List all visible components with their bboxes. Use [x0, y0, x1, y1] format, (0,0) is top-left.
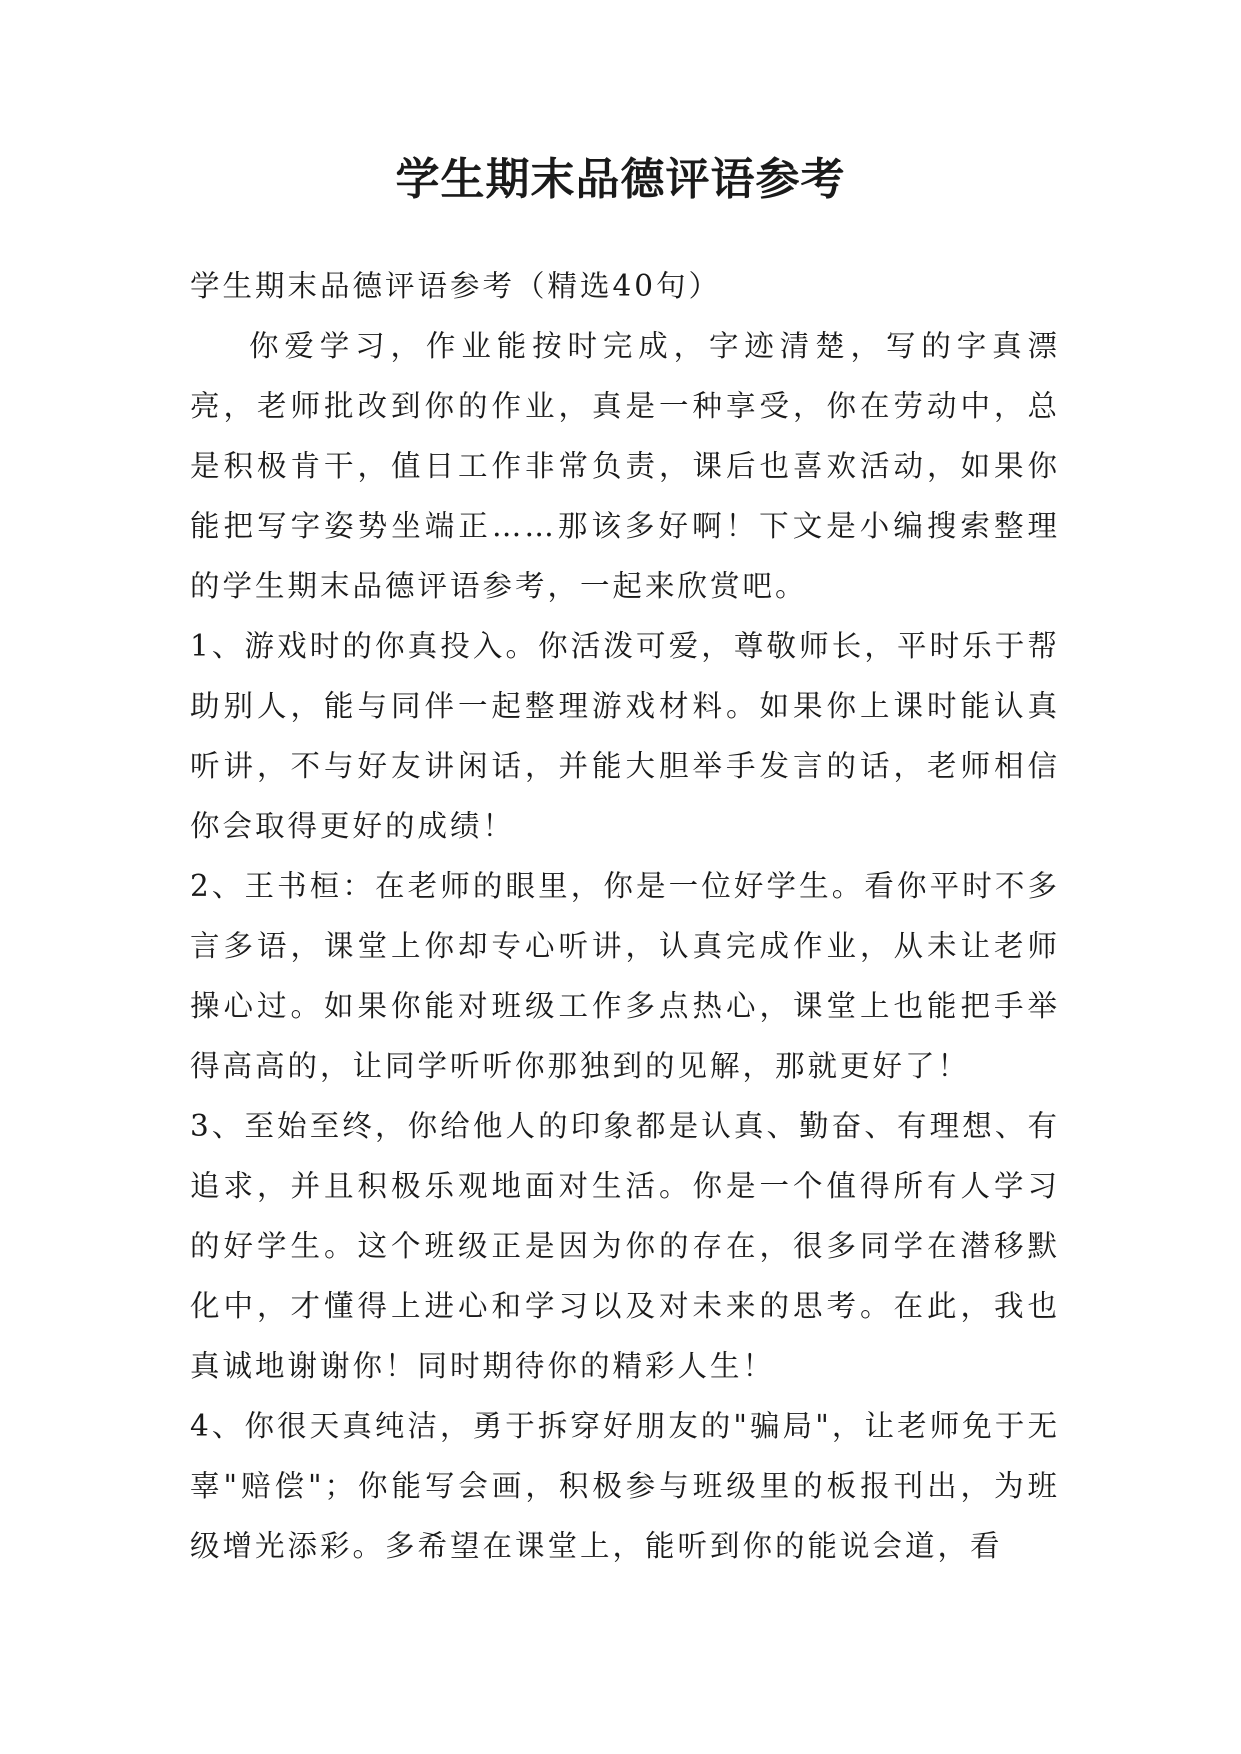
comment-item: 1、游戏时的你真投入。你活泼可爱，尊敬师长，平时乐于帮助别人，能与同伴一起整理游戏材料。如果你上课时能认真听讲，不与好友讲闲话，并能大胆举手发言的话，老师相信你会取得更好的成绩！: [190, 629, 1060, 843]
intro-paragraph: 你爱学习，作业能按时完成，字迹清楚，写的字真漂亮，老师批改到你的作业，真是一种享受，你在劳动中，总是积极肯干，值日工作非常负责，课后也喜欢活动，如果你能把写字姿势坐端正……那该多好啊！下文是小编搜索整理的学生期末品德评语参考，一起来欣赏吧。: [190, 329, 1060, 603]
comment-item: 2、王书桓：在老师的眼里，你是一位好学生。看你平时不多言多语，课堂上你却专心听讲，认真完成作业，从未让老师操心过。如果你能对班级工作多点热心，课堂上也能把手举得高高的，让同学听听你那独到的见解，那就更好了！: [190, 869, 1060, 1083]
comment-item: 4、你很天真纯洁，勇于拆穿好朋友的"骗局"，让老师免于无辜"赔偿"；你能写会画，积极参与班级里的板报刊出，为班级增光添彩。多希望在课堂上，能听到你的能说会道，看: [190, 1409, 1060, 1563]
comment-item: 3、至始至终，你给他人的印象都是认真、勤奋、有理想、有追求，并且积极乐观地面对生活。你是一个值得所有人学习的好学生。这个班级正是因为你的存在，很多同学在潜移默化中，才懂得上进心和学习以及对未来的思考。在此，我也真诚地谢谢你！同时期待你的精彩人生！: [190, 1109, 1060, 1383]
document-subtitle: 学生期末品德评语参考（精选40句）: [190, 269, 722, 303]
document-title: 学生期末品德评语参考: [395, 154, 846, 205]
document-body: [190, 256, 1060, 1576]
